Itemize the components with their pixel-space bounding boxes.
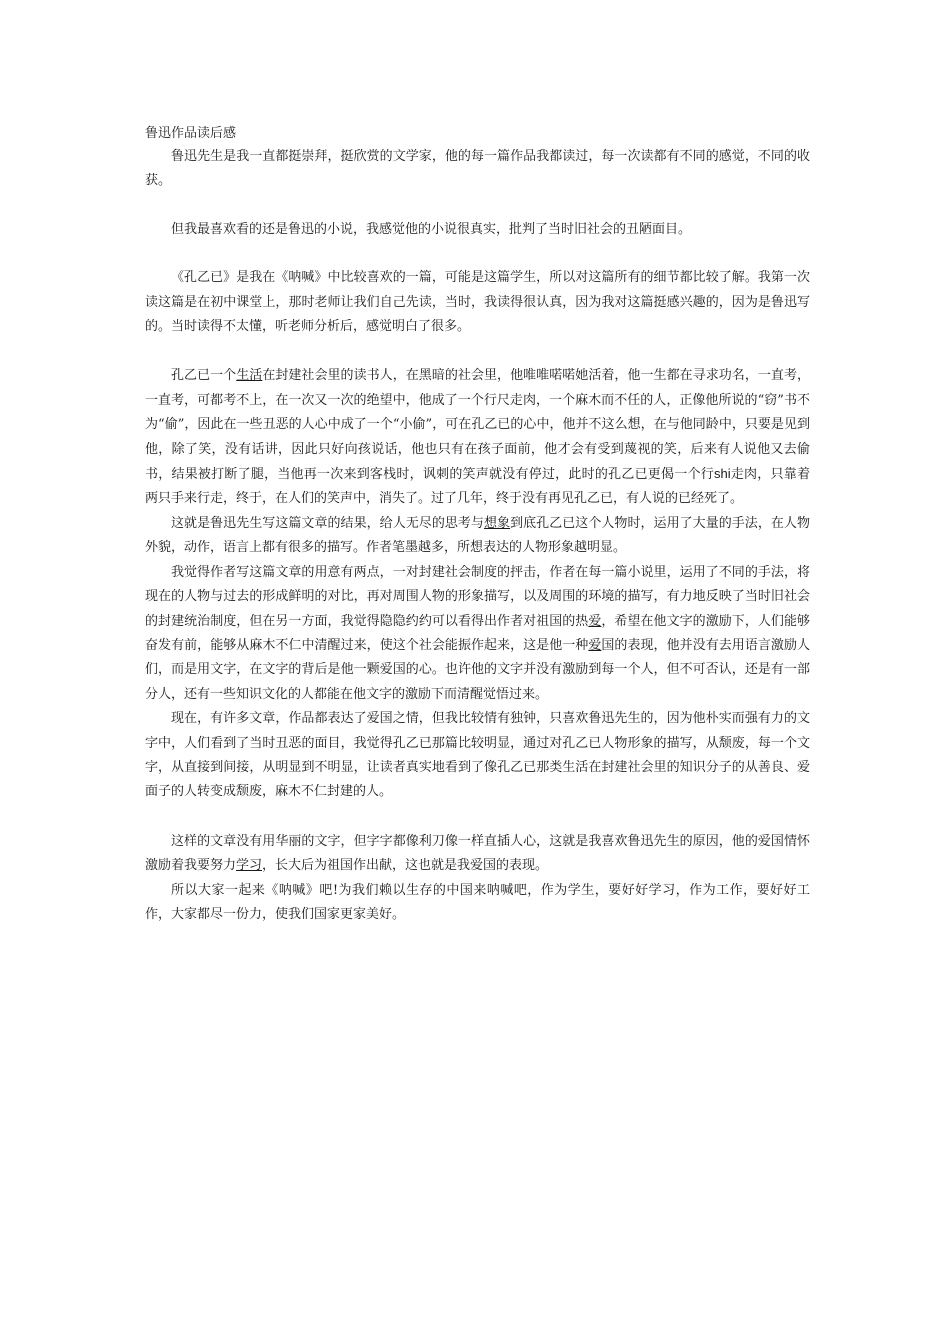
paragraph-9: 所以大家一起来《呐喊》吧!为我们赖以生存的中国来呐喊吧，作为学生，要好好学习，作为工作，要好好工作，大家都尽一份力，使我们国家更家美好。 [145,882,810,922]
paragraph-7: 现在，有许多文章，作品都表达了爱国之情，但我比较情有独钟，只喜欢鲁迅先生的，因为他朴实而强有力的文字中，人们看到了当时丑恶的面目，我觉得孔乙已那篇比较明显，通过对孔乙已人物形象的描写，从颓废，每一个文字，从直接到间接，从明显到不明显，让读者真实地看到了像孔乙已那类生活在封建社会里的知识分子的从善良、爱面子的人转变成颓废，麻木不仁封建的人。 [145,711,810,800]
paragraph-4 [145,364,810,511]
paragraph-4-shi: shi [713,466,731,482]
paragraph-4-text-a: 孔乙已一个 [171,368,237,384]
paragraph-2: 但我最喜欢看的还是鲁迅的小说，我感觉他的小说很真实，批判了当时旧社会的丑陋面目。 [171,221,692,237]
paragraph-6-text-c: 国的表现，他并没有去用语言激励人们，而是用文字，在文字的背后是他一颗爱国的心。也许他的文字并没有激励到每一个人，但不可否认，还是有一部分人，还有一些知识文化的人都能在他文字的激励下而清醒觉悟过来。 [145,637,810,702]
paragraph-8-text-b: ，长大后为祖国作出献，这也就是我爱国的表现。 [262,858,549,874]
paragraph-3: 《孔乙已》是我在《呐喊》中比较喜欢的一篇，可能是这篇学生，所以对这篇所有的细节都比较了解。我第一次读这篇是在初中课堂上，那时老师让我们自己先读，当时，我读得很认真，因为我对这篇挺感兴趣的，因为是鲁迅写的。当时读得不太懂，听老师分析后，感觉明白了很多。 [145,270,810,335]
document-title: 鲁迅作品读后感 [145,126,237,141]
link-ai-2[interactable]: 爱 [588,637,602,653]
link-xuexi[interactable]: 学习 [236,858,263,874]
paragraph-5 [145,512,810,561]
paragraph-4-text-b: 在封建社会里的读书人，在黑暗的社会里，他唯唯喏喏她活着，他一生都在寻求功名，一直考，一直考，可都考不上，在一次又一次的绝望中，他成了一个行尺走肉，一个麻木而不任的人，正像他所说的“窃”书不为“偷”，因此在一些丑恶的人心中成了一个“小偷”，可在孔乙已的心中，他并不这么想，在与他同龄中，只要是见到他，除了笑，没有话讲，因此只好向孩说话，他也只有在孩子面前，他才会有受到蔑视的笑，后来有人说他又去偷书，结果被打断了腿，当他再一次来到客栈时，讽刺的笑声就没有停过，此时的孔乙已更偈一个行 [145,368,810,483]
paragraph-5-text-b: 到底孔乙已这个人物时，运用了大量的手法，在人物外貌，动作，语言上都有很多的描写。作者笔墨越多，所想表达的人物形象越明显。 [145,515,810,556]
paragraph-4-text-c: 走肉，只靠着两只手来行走，终于，在人们的笑声中，消失了。过了几年，终于没有再见孔乙已，有人说的已经死了。 [145,467,810,507]
paragraph-6-text-a: 我觉得作者写这篇文章的用意有两点，一对封建社会制度的抨击，作者在每一篇小说里，运用了不同的手法，将现在的人物与过去的形成鲜明的对比，再对周围人物的形象描写，以及周围的环境的描写，有力地反映了当时旧社会的封建统治制度，但在另一方面，我觉得隐隐约约可以看得出作者对祖国的热 [145,564,810,629]
link-xiangxiang[interactable]: 想象 [483,515,511,531]
link-ai-1[interactable]: 爱 [588,613,602,629]
paragraph-1: 鲁迅先生是我一直都挺崇拜，挺欣赏的文学家，他的每一篇作品我都读过，每一次读都有不同的感觉，不同的收获。 [145,149,810,189]
paragraph-6 [145,561,810,707]
link-shenghuo[interactable]: 生活 [236,368,263,384]
paragraph-6-text-b: ，希望在他文字的激励下，人们能够奋发有前，能够从麻木不仁中清醒过来，使这个社会能振作起来，这是他一种 [145,613,810,653]
paragraph-8 [145,830,810,879]
paragraph-8-text-a: 这样的文章没有用华丽的文字，但字字都像利刀像一样直插人心，这就是我喜欢鲁迅先生的原因，他的爱国情怀激励着我要努力 [145,833,810,874]
document-page [145,123,810,927]
paragraph-5-text-a: 这就是鲁迅先生写这篇文章的结果，给人无尽的思考与 [171,515,484,531]
